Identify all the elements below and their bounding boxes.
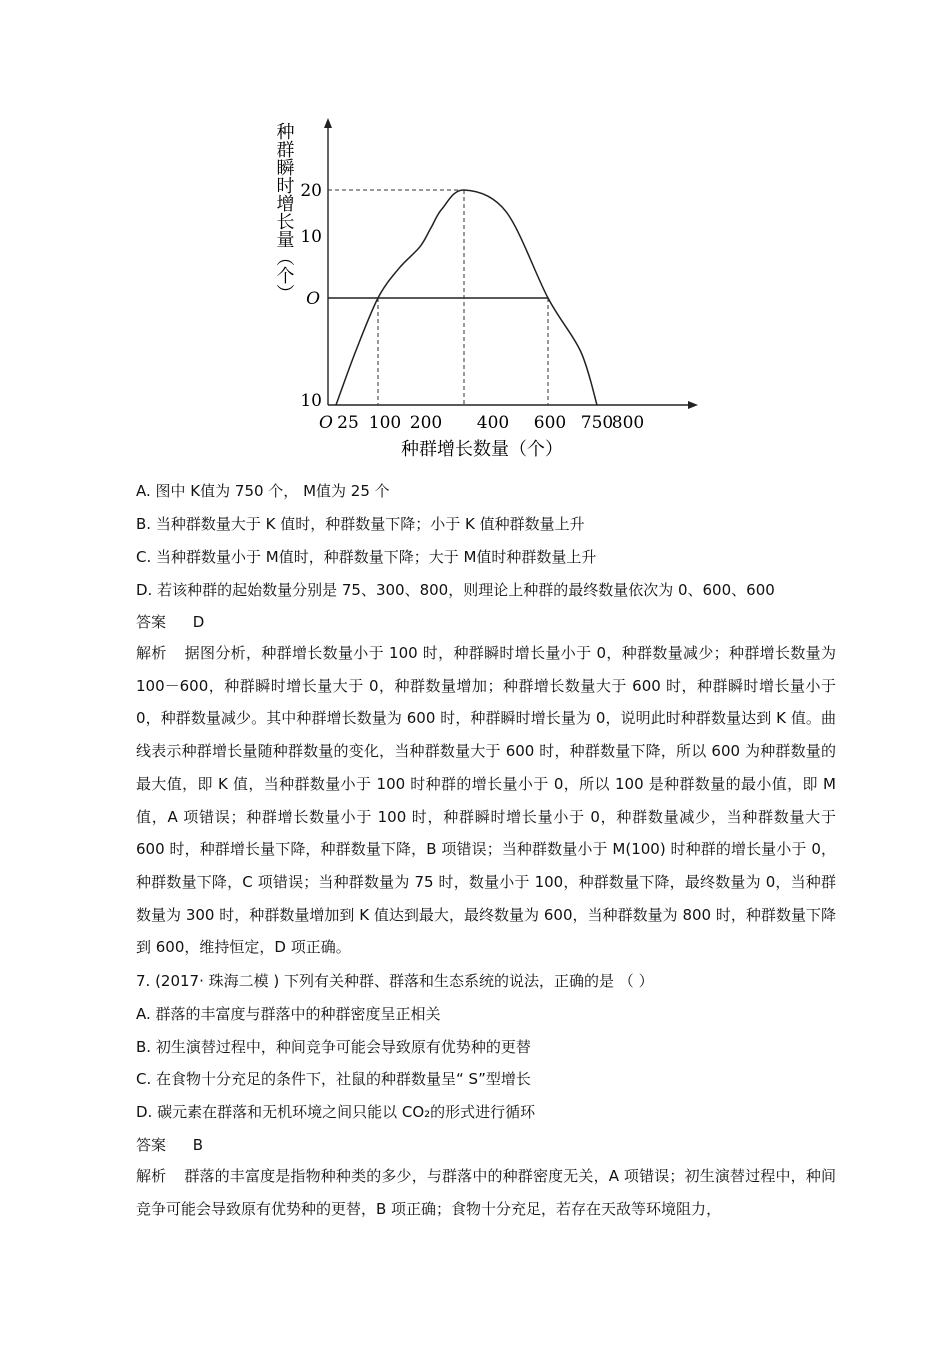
y-tick-label: 10 — [300, 391, 322, 411]
analysis-label: 解析 — [136, 1167, 167, 1185]
y-axis-title: 种群瞬时增长量（个） — [273, 122, 295, 302]
q6-answer — [136, 612, 204, 632]
analysis-text: 据图分析，种群增长数量小于 100 时，种群瞬时增长量小于 0，种群数量减少；种群增长数量为 100－600，种群瞬时增长量大于 0，种群数量增加；种群增长数量大于 600 时，种群瞬时增长量小于 0，种群数量减少。其中种群增长数量为 600 时，种群瞬时增长量为 0，说明此时种群数量达到 K 值。曲线表示种群增长量随种群数量的变化，当种群数量大于 600 时，种群数量下降，所以 600 为种群数量的最大值，即 K 值，当种群数量小于 100 时种群的增长量小于 0，所以 100 是种群数量的最小值，即 M 值，A 项错误；种群增长数量小于 100 时，种群瞬时增长量小于 0，种群数量减少，当种群数量大于 600 时，种群增长量下降，种群数量下降，B 项错误；当种群数量小于 M(100) 时种群的增长量小于 0，种群数量下降，C 项错误；当种群数量为 75 时，数量小于 100，种群数量下降，最终数量为 0，当种群数量为 300 时，种群数量增加到 K 值达到最大，最终数量为 600，当种群数量为 800 时，种群数量下降到 600，维持恒定，D 项正确。 — [136, 644, 836, 957]
q7-option-c: C. 在食物十分充足的条件下，社鼠的种群数量呈“ S”型增长 — [136, 1070, 531, 1088]
answer-value: B — [192, 1136, 204, 1154]
population-growth-chart — [260, 108, 710, 468]
answer-value: D — [192, 613, 205, 631]
x-tick-label: 400 — [476, 413, 510, 433]
q7-analysis — [136, 1160, 836, 1225]
analysis-text: 群落的丰富度是指物种种类的多少，与群落中的种群密度无关，A 项错误；初生演替过程中，种间竞争可能会导致原有优势种的更替，B 项正确；食物十分充足，若存在天敌等环境阻力， — [136, 1167, 836, 1218]
x-tick-label: 600 — [533, 413, 567, 433]
q6-option-a: A. 图中 K值为 750 个， M值为 25 个 — [136, 482, 390, 500]
answer-label: 答案 — [136, 613, 167, 631]
analysis-label: 解析 — [136, 644, 167, 662]
y-tick-label: 10 — [300, 227, 322, 247]
x-tick-label: 800 — [611, 413, 645, 433]
y-tick-label: O — [306, 289, 320, 309]
x-tick-label: 200 — [409, 413, 443, 433]
q6-option-c: C. 当种群数量小于 M值时，种群数量下降；大于 M值时种群数量上升 — [136, 548, 597, 566]
x-tick-label: 25 — [337, 413, 359, 433]
x-tick-label: 750 — [580, 413, 614, 433]
q7-option-a: A. 群落的丰富度与群落中的种群密度呈正相关 — [136, 1005, 441, 1023]
x-axis-title: 种群增长数量（个） — [401, 439, 563, 460]
x-tick-label: 100 — [368, 413, 402, 433]
q6-option-d: D. 若该种群的起始数量分别是 75、300、800，则理论上种群的最终数量依次为 0、600、600 — [136, 581, 775, 599]
q6-analysis — [136, 637, 836, 964]
y-tick-label: 20 — [300, 181, 322, 201]
q7-option-b: B. 初生演替过程中，种间竞争可能会导致原有优势种的更替 — [136, 1038, 531, 1056]
q6-option-b: B. 当种群数量大于 K 值时，种群数量下降；小于 K 值种群数量上升 — [136, 515, 585, 533]
q7-option-d: D. 碳元素在群落和无机环境之间只能以 CO₂的形式进行循环 — [136, 1103, 536, 1121]
y-axis-arrow — [324, 118, 332, 128]
answer-label: 答案 — [136, 1136, 167, 1154]
q7-answer — [136, 1135, 203, 1155]
q7-stem: 7. (2017· 珠海二模 ) 下列有关种群、群落和生态系统的说法，正确的是 （ ） — [136, 972, 654, 990]
x-tick-label: O — [319, 413, 333, 433]
x-axis-arrow — [688, 401, 698, 409]
